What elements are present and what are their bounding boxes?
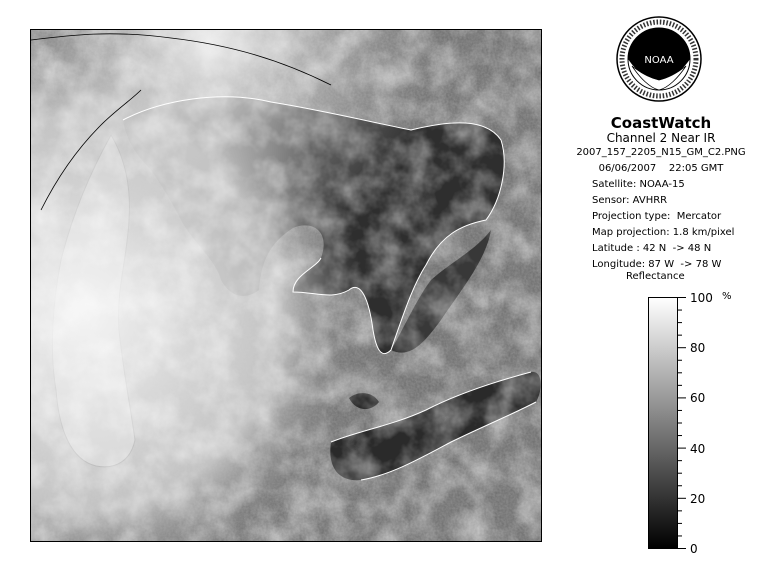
colorbar-tick-label: 80 xyxy=(690,341,706,356)
colorbar-tick-label: 0 xyxy=(690,542,698,556)
colorbar-tick-label: 40 xyxy=(690,441,706,456)
projection-type: Projection type: Mercator xyxy=(592,211,722,222)
colorbar-tick-label: 100 xyxy=(690,291,713,305)
colorbar xyxy=(648,297,678,549)
logo-text: NOAA xyxy=(644,55,674,66)
satellite-image xyxy=(30,29,542,542)
noaa-logo xyxy=(616,16,702,102)
colorbar-title: Reflectance xyxy=(626,271,685,282)
latitude-range: Latitude : 42 N -> 48 N xyxy=(592,243,712,254)
brand-title: CoastWatch xyxy=(610,114,712,132)
colorbar-tick-label: 60 xyxy=(690,391,706,406)
colorbar-unit: % xyxy=(722,291,732,302)
channel-title: Channel 2 Near IR xyxy=(606,131,716,145)
map-projection: Map projection: 1.8 km/pixel xyxy=(592,227,735,238)
filename: 2007_157_2205_N15_GM_C2.PNG xyxy=(576,147,746,158)
satellite-info: Satellite: NOAA-15 xyxy=(592,179,685,190)
longitude-range: Longitude: 87 W -> 78 W xyxy=(592,259,722,270)
datetime: 06/06/2007 22:05 GMT xyxy=(598,163,724,174)
colorbar-axis xyxy=(678,297,738,549)
colorbar-tick-label: 20 xyxy=(690,491,706,506)
sensor-info: Sensor: AVHRR xyxy=(592,195,668,206)
satellite-image-svg xyxy=(31,30,542,542)
